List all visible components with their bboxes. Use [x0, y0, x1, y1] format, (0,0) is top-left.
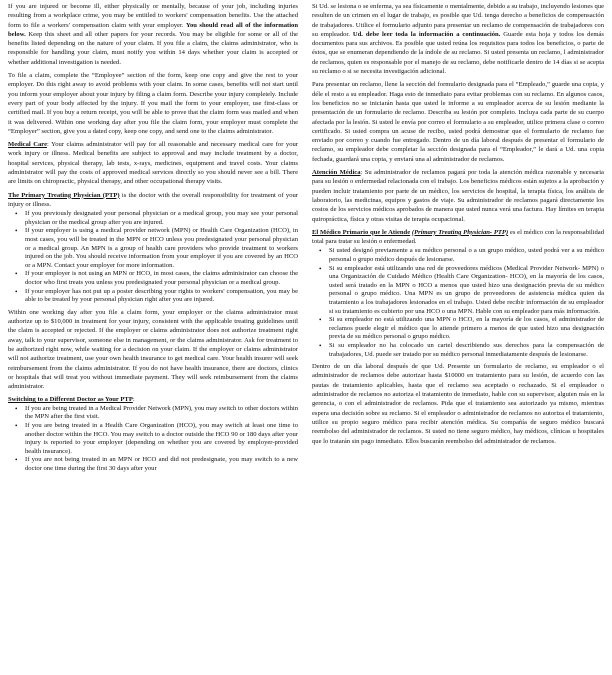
- list-item: • If your employer is not using an MPN or HCO, in most cases, the claims administrator can choose the doctor who first treats you unless you predesignated your personal physician or a medical group.: [25, 270, 298, 287]
- list-item: • If your employer has not put up a poster describing your rights to workers' compensation, you may be able to be treated by your personal physician right after you are injured.: [25, 288, 298, 305]
- medical-care-paragraph-es: Atención Médica: Su administrador de reclamos pagará por toda la atención médica razonable y necesaria para su lesión o enfermedad relacionada con el trabajo. Los beneficios médicos están sujetos a la aprobación y pueden incluir tratamiento por parte de un médico, los servicios de hospital, la terapia física, los análisis de laboratorio, las medicinas, equipos y gastos de viaje. Su administrador de reclamos pagará directamente los costos de los servicios médicos aprobados de manera que usted nunca verá una factura. Hay límites en terapia quiropráctica, física y otras visitas de terapia ocupacional.: [312, 169, 604, 223]
- filing-paragraph: To file a claim, complete the “Employee” section of the form, keep one copy and give the rest to your employer. Do this right away to avoid problems with your claim. In some cases, benefits will not start until you inform your employer about your injury by filing a claim form. Describe your injury completely. Include every part of your body affected by the injury. If you mail the form to your employer, use first-class or certified mail. If you buy a return receipt, you will be able to prove that the claim form was mailed and when it was delivered. Within one working day after you file the claim form, your employer must complete the “Employer” section, give you a dated copy, keep one copy, and send one to the claims administrator.: [8, 72, 298, 135]
- list-item: • If you are being treated in a Health Care Organization (HCO), you may switch at least one time to another doctor within the HCO. You may switch to a doctor outside the HCO 90 or 180 days after your injury is reported to your employer (depending on whether you are covered by employer-provided health insurance).: [25, 422, 298, 456]
- intro-paragraph: If you are injured or become ill, either physically or mentally, because of your job, including injuries resulting from a workplace crime, you may be entitled to workers' compensation benefits. Use the attached form to file a workers' compensation claim with your employer. You should read all of the information below. Keep this sheet and all other papers for your records. You may be eligible for some or all of the benefits listed depending on the nature of your claim. If you file a claim, the claims administrator, who is responsible for handling your claim, must notify you within 14 days whether your claim is accepted or whether additional investigation is needed.: [8, 3, 299, 66]
- ptp-list: [8, 210, 298, 305]
- medical-care-heading-es: Atención Médica: [312, 169, 361, 177]
- list-item: • If you are being treated in a Medical Provider Network (MPN), you may switch to other doctors within the MPN after the first visit.: [25, 405, 298, 422]
- spanish-column: [312, 2, 604, 450]
- medical-care-heading: Medical Care: [8, 141, 48, 149]
- authorization-paragraph: Within one working day after you file a claim form, your employer or the claims administrator must authorize up to $10,000 in treatment for your injury, consistent with the applicable treating guidelines until the claim is accepted or rejected. If the employer or claims administrator does not authorize treatment right away, talk to your supervisor, someone else in management, or the claims administrator. Ask for treatment to be authorized right now, while waiting for a decision on your claim. If the employer or claims administrator will not authorize treatment, use your own health insurance to get medical care. Your health insurer will seek reimbursement from the claims administrator. If you do not have health insurance, there are doctors, clinics or hospitals that will treat you without immediate payment. They will seek reimbursement from the claims administrator.: [8, 308, 298, 391]
- list-item: • Si su empleador no ha colocado un cartel describiendo sus derechos para la compensación de trabajadores, Ud. puede ser tratado por su médico personal inmediatamente después de lesionarse.: [329, 342, 604, 359]
- authorization-paragraph-es: Dentro de un día laboral después de que Ud. Presente un formulario de reclamo, su empleador o el administrador de reclamos debe autorizar hasta $10000 en tratamiento para su lesión, de acuerdo con las pautas de tratamiento aplicables, hasta que el reclamo sea aceptado o rechazado. Si el empleador o administrador de reclamos no autoriza el tratamiento de inmediato, hable con su supervisor, alguien más en la gerencia, o con el administrador de reclamos. Pida que el tratamiento sea autorizado ya mismo, mientras espera una decisión sobre su reclamo. Si el empleador o administrador de reclamos no autoriza el tratamiento, utilice su propio seguro médico para recibir atención médica. Su compañía de seguro médico buscará reembolso del administrador de reclamos. Si usted no tiene seguro médico, hay médicos, clínicas u hospitales que lo tratarán sin pago inmediato. Ellos buscarán reembolso del administrador de reclamos.: [312, 363, 604, 445]
- list-item: • If you are not being treated in an MPN or HCO and did not predesignate, you may switch to a new doctor one time during the first 30 days after your: [25, 456, 298, 473]
- english-column: [8, 2, 298, 476]
- ptp-heading-es: El Médico Primario que le Atiende: [312, 228, 411, 236]
- ptp-list-es: [312, 247, 604, 359]
- filing-paragraph-es: Para presentar un reclamo, llene la sección del formulario designada para el “Empleado,” guarde una copia, y déle el resto a su empleador. Haga esto de inmediato para evitar problemas con su reclamo. En algunos casos, los beneficios no se iniciarán hasta que usted le informe a su empleador acerca de su lesión mediante la presentación de un formulario de reclamo. Describa su lesión por completo. Incluya cada parte de su cuerpo afectada por la lesión. Si usted le envía por correo el formulario a su empleador, utilice primera clase o correo certificado. Si usted compra un acuse de recibo, usted podrá demostrar que el formulario de reclamo fue enviado por correo y cuando fue entregado. Dentro de un día laboral después de presentar el formulario de reclamo, su empleador debe completar la sección designada para el “Empleador,” le dará a Ud. una copia fechada, guardará una copia, y enviará una al administrador de reclamos.: [312, 81, 604, 163]
- list-item: • Si su empleador está utilizando una red de proveedores médicos (Medical Provider Network- MPN) o una Organización de Cuidado Médico (Health Care Organization- HCO), en la mayoría de los casos, usted será tratado en la MPN o HCO a menos que usted hizo una designación previa de su médico personal o grupo médico. Una MPN es un grupo de proveedores de asistencia médica quien da tratamiento a los trabajadores lesionados en el trabajo. Usted debe recibir información de su empleador si su tratamiento es cubierto por una HCO o una MPN. Hable con su empleador para más información.: [329, 265, 604, 317]
- ptp-paragraph: The Primary Treating Physician (PTP) is the doctor with the overall responsibility for treatment of your injury or illness.: [8, 191, 298, 208]
- ptp-heading: The Primary Treating Physician (PTP): [8, 191, 120, 199]
- list-item: • Si usted designó previamente a su médico personal o a un grupo médico, usted podrá ver a su médico personal o grupo médico después de lesionarse.: [329, 247, 604, 264]
- switch-heading-line: Switching to a Different Doctor as Your PTP:: [8, 396, 135, 404]
- medical-care-paragraph: Medical Care: Your claims administrator will pay for all reasonable and necessary medical care for your work injury or illness. Medical benefits are subject to approval and may include treatment by a doctor, hospital services, physical therapy, lab tests, x-rays, medicines, equipment and travel costs. Your claims administrator will pay the costs of approved medical services directly so you should never see a bill. There are limits on chiropractic, physical therapy, and other occupational therapy visits.: [8, 141, 298, 186]
- ptp-paragraph-es: El Médico Primario que le Atiende (Primary Treating Physician- PTP) es el médico con la responsabilidad total para tratar su lesión o enfermedad.: [312, 228, 605, 246]
- switch-heading: Switching to a Different Doctor as Your PTP: [8, 396, 133, 404]
- list-item: • If your employer is using a medical provider network (MPN) or Health Care Organization (HCO), in most cases, you will be treated in the MPN or HCO unless you predesignated your personal physician or a medical group. An MPN is a group of health care providers who provide treatment to workers injured on the job. You should receive information from your employer if you are covered by an HCO or a MPN. Contact your employer for more information.: [25, 227, 298, 270]
- list-item: • Si su empleador no está utilizando una MPN o HCO, en la mayoría de los casos, el administrador de reclamos puede elegir el médico que lo atiende primero a menos de que usted hizo una designación previa de su médico personal o grupo médico.: [329, 316, 604, 342]
- list-item: • If you previously designated your personal physician or a medical group, you may see your personal physician or the medical group after you are injured.: [25, 210, 298, 227]
- intro-paragraph-es: Si Ud. se lesiona o se enferma, ya sea físicamente o mentalmente, debido a su trabajo, incluyendo lesiones que resulten de un crimen en el lugar de trabajo, es posible que Ud. tenga derecho a beneficios de compensación de trabajadores. Utilice el formulario adjunto para presentar un reclamo de compensación de trabajadores con su empleador. Ud. debe leer toda la información a continuación. Guarde esta hoja y todos los demás documentos para sus archivos. Es posible que usted reúna los requisitos para todos los beneficios, o parte de éstos, que se enumeran dependiendo de la índole de su reclamo. Si usted presenta un reclamo, l administrador de reclamos, quien es responsable por el manejo de su reclamo, debe notificarle dentro de 14 días si se acepta su reclamo o si se necesita investigación adicional.: [312, 3, 604, 76]
- switch-list: [8, 405, 298, 474]
